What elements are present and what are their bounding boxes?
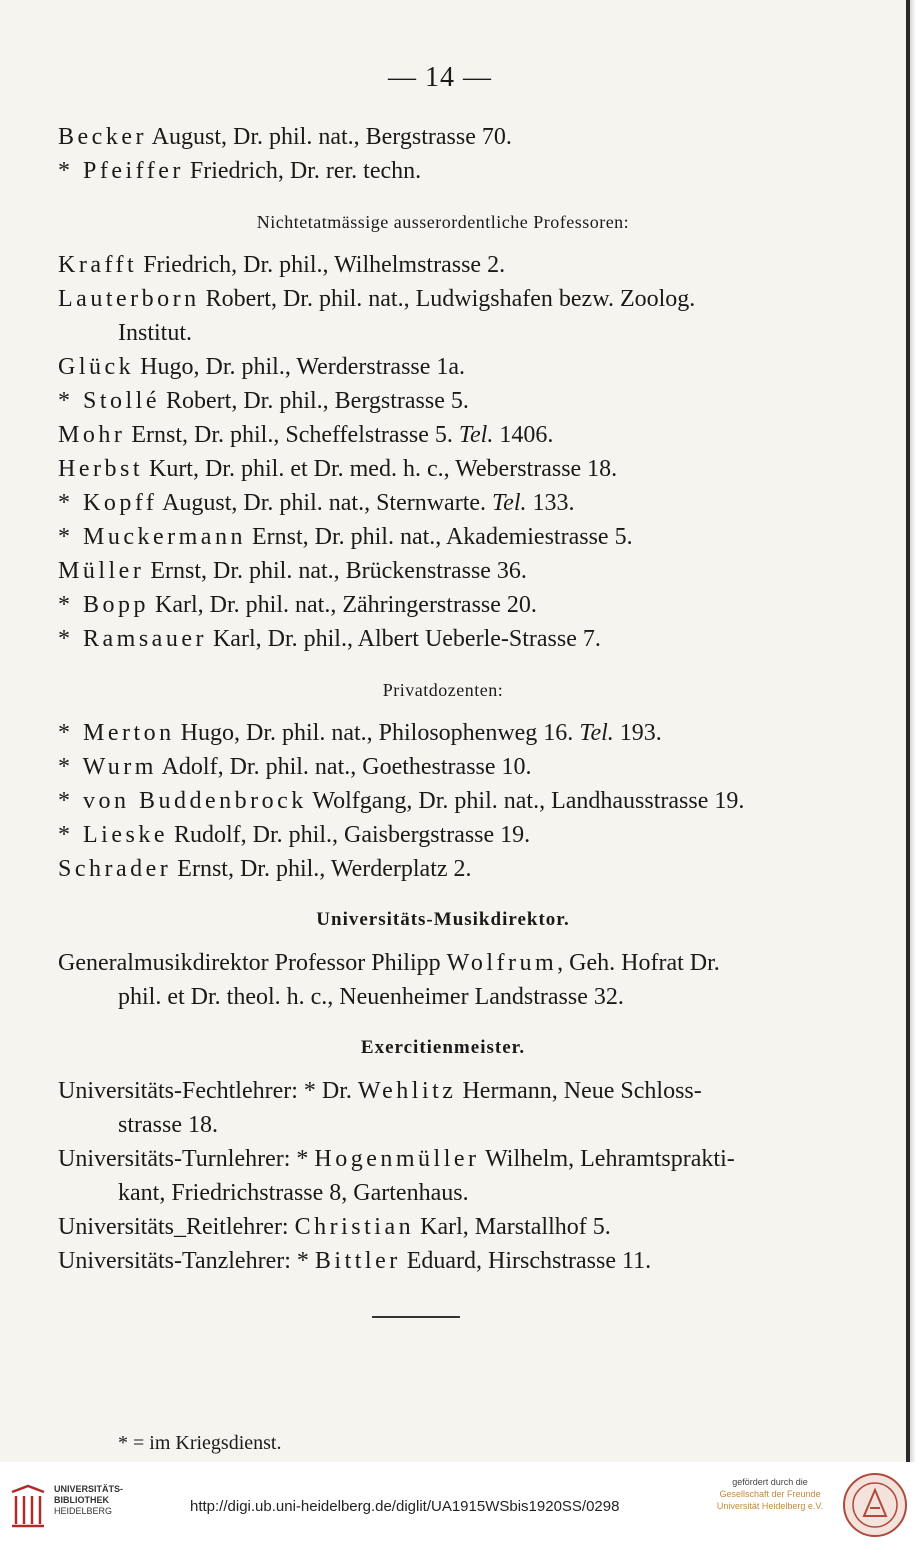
list-item-continuation: phil. et Dr. theol. h. c., Neuenheimer Landstrasse 32. bbox=[118, 984, 624, 1010]
list-item: * Bopp Karl, Dr. phil. nat., Zähringerstrasse 20. bbox=[58, 592, 537, 618]
list-item-continuation: Institut. bbox=[118, 320, 193, 346]
page-body bbox=[58, 120, 828, 1278]
list-item: * Merton Hugo, Dr. phil. nat., Philosophenweg 16. Tel. 193. bbox=[58, 720, 662, 746]
list-item-continuation: strasse 18. bbox=[118, 1112, 218, 1138]
section-heading-privatdozenten: Privatdozenten: bbox=[382, 680, 504, 700]
list-item: Universitäts-Turnlehrer: * Hogenmüller Wilhelm, Lehramtsprakti- bbox=[58, 1146, 735, 1172]
list-item: * Lieske Rudolf, Dr. phil., Gaisbergstrasse 19. bbox=[58, 822, 531, 848]
footnote: * = im Kriegsdienst. bbox=[118, 1432, 282, 1454]
list-item: Generalmusikdirektor Professor Philipp Wolfrum, Geh. Hofrat Dr. bbox=[58, 950, 720, 976]
page-edge bbox=[906, 0, 916, 1462]
list-item: Universitäts-Tanzlehrer: * Bittler Eduard, Hirschstrasse 11. bbox=[58, 1248, 652, 1274]
page-number: — 14 — bbox=[388, 62, 492, 93]
list-item: Herbst Kurt, Dr. phil. et Dr. med. h. c., Weberstrasse 18. bbox=[58, 456, 618, 482]
divider bbox=[372, 1316, 460, 1318]
list-item: Mohr Ernst, Dr. phil., Scheffelstrasse 5. Tel. 1406. bbox=[58, 422, 554, 448]
document-url-link[interactable]: http://digi.ub.uni-heidelberg.de/diglit/UA1915WSbis1920SS/0298 bbox=[190, 1498, 620, 1515]
list-item: * Muckermann Ernst, Dr. phil. nat., Akademiestrasse 5. bbox=[58, 524, 633, 550]
list-item: Lauterborn Robert, Dr. phil. nat., Ludwigshafen bezw. Zoolog. bbox=[58, 286, 696, 312]
university-seal-icon bbox=[842, 1472, 908, 1538]
list-item: Becker August, Dr. phil. nat., Bergstrasse 70. bbox=[58, 124, 512, 150]
section-heading-ausserordentliche-professoren: Nichtetatmässige ausserordentliche Professoren: bbox=[256, 212, 630, 232]
section-heading-exercitienmeister: Exercitienmeister. bbox=[360, 1037, 526, 1058]
list-item: * Kopff August, Dr. phil. nat., Sternwarte. Tel. 133. bbox=[58, 490, 575, 516]
list-item: * Wurm Adolf, Dr. phil. nat., Goethestrasse 10. bbox=[58, 754, 532, 780]
digitization-footer bbox=[0, 1462, 916, 1544]
list-item-continuation: kant, Friedrichstrasse 8, Gartenhaus. bbox=[118, 1180, 469, 1206]
list-item: Glück Hugo, Dr. phil., Werderstrasse 1a. bbox=[58, 354, 466, 380]
list-item: Universitäts-Fechtlehrer: * Dr. Wehlitz Hermann, Neue Schloss- bbox=[58, 1078, 702, 1104]
list-item: * Ramsauer Karl, Dr. phil., Albert Ueberle-Strasse 7. bbox=[58, 626, 601, 652]
list-item: * Stollé Robert, Dr. phil., Bergstrasse 5. bbox=[58, 388, 469, 414]
section-heading-musikdirektor: Universitäts-Musikdirektor. bbox=[316, 909, 570, 930]
list-item: * von Buddenbrock Wolfgang, Dr. phil. nat., Landhausstrasse 19. bbox=[58, 788, 745, 814]
list-item: Schrader Ernst, Dr. phil., Werderplatz 2. bbox=[58, 856, 472, 882]
sponsor-credit: gefördert durch die Gesellschaft der Freunde Universität Heidelberg e.V. bbox=[716, 1477, 824, 1511]
list-item: * Pfeiffer Friedrich, Dr. rer. techn. bbox=[58, 158, 422, 184]
list-item: Krafft Friedrich, Dr. phil., Wilhelmstrasse 2. bbox=[58, 252, 506, 278]
library-name: UNIVERSITÄTS- BIBLIOTHEK HEIDELBERG bbox=[54, 1484, 124, 1516]
library-logo-icon bbox=[8, 1484, 48, 1528]
list-item: Müller Ernst, Dr. phil. nat., Brückenstrasse 36. bbox=[58, 558, 527, 584]
list-item: Universitäts_Reitlehrer: Christian Karl, Marstallhof 5. bbox=[58, 1214, 611, 1240]
